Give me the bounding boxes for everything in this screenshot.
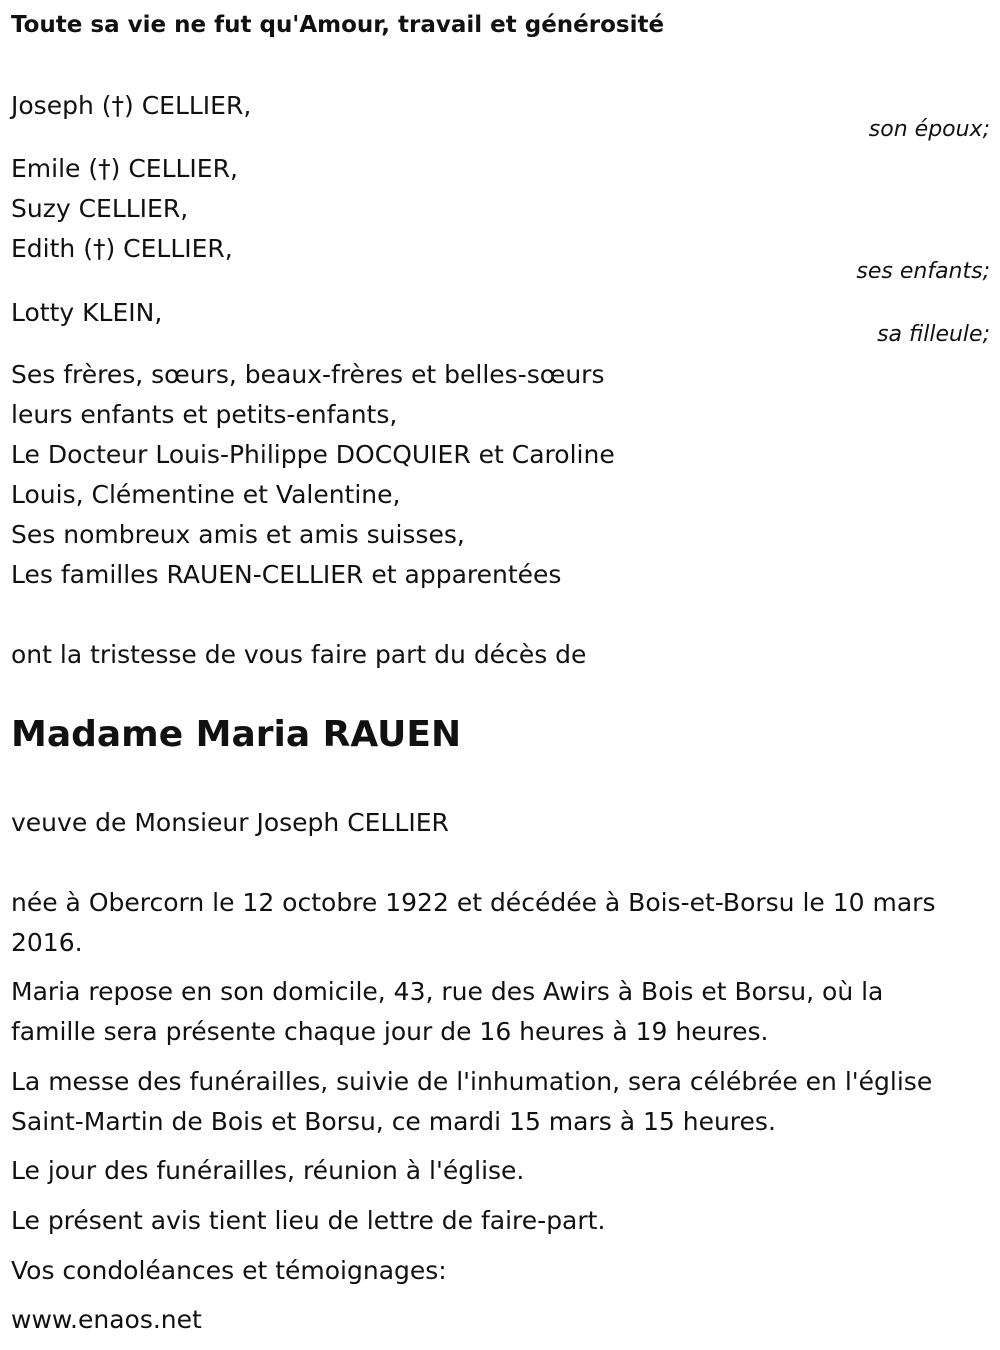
- family-line-1: Ses frères, sœurs, beaux-frères et belles-sœurs: [11, 360, 605, 389]
- repose-line-1: Maria repose en son domicile, 43, rue des Awirs à Bois et Borsu, où la: [11, 977, 884, 1006]
- family-line-3: Le Docteur Louis-Philippe DOCQUIER et Caroline: [11, 440, 615, 469]
- motto: Toute sa vie ne fut qu'Amour, travail et générosité: [11, 12, 665, 38]
- spouse-role: son époux;: [868, 117, 990, 142]
- goddaughter-role: sa filleule;: [877, 322, 990, 347]
- notice-line: Le présent avis tient lieu de lettre de faire-part.: [11, 1206, 606, 1235]
- family-line-4: Louis, Clémentine et Valentine,: [11, 480, 401, 509]
- deceased-name: Madame Maria RAUEN: [11, 714, 462, 755]
- family-line-2: leurs enfants et petits-enfants,: [11, 400, 398, 429]
- condolences-line: Vos condoléances et témoignages:: [11, 1256, 447, 1285]
- family-line-6: Les familles RAUEN-CELLIER et apparentées: [11, 560, 562, 589]
- meeting-line: Le jour des funérailles, réunion à l'église.: [11, 1156, 525, 1185]
- birth-death-line-1: née à Obercorn le 12 octobre 1922 et décédée à Bois-et-Borsu le 10 mars: [11, 888, 936, 917]
- funeral-line-2: Saint-Martin de Bois et Borsu, ce mardi 15 mars à 15 heures.: [11, 1107, 776, 1136]
- birth-death-line-2: 2016.: [11, 928, 83, 957]
- repose-line-2: famille sera présente chaque jour de 16 heures à 19 heures.: [11, 1017, 769, 1046]
- announcement: ont la tristesse de vous faire part du décès de: [11, 640, 587, 669]
- child-name-3: Edith (†) CELLIER,: [11, 234, 233, 263]
- child-name-1: Emile (†) CELLIER,: [11, 154, 238, 183]
- widow-of: veuve de Monsieur Joseph CELLIER: [11, 808, 449, 837]
- family-line-5: Ses nombreux amis et amis suisses,: [11, 520, 465, 549]
- funeral-line-1: La messe des funérailles, suivie de l'inhumation, sera célébrée en l'église: [11, 1067, 933, 1096]
- children-role: ses enfants;: [856, 259, 990, 284]
- website-link[interactable]: www.enaos.net: [11, 1305, 202, 1334]
- goddaughter-name: Lotty KLEIN,: [11, 298, 163, 327]
- spouse-name: Joseph (†) CELLIER,: [11, 91, 252, 120]
- child-name-2: Suzy CELLIER,: [11, 194, 189, 223]
